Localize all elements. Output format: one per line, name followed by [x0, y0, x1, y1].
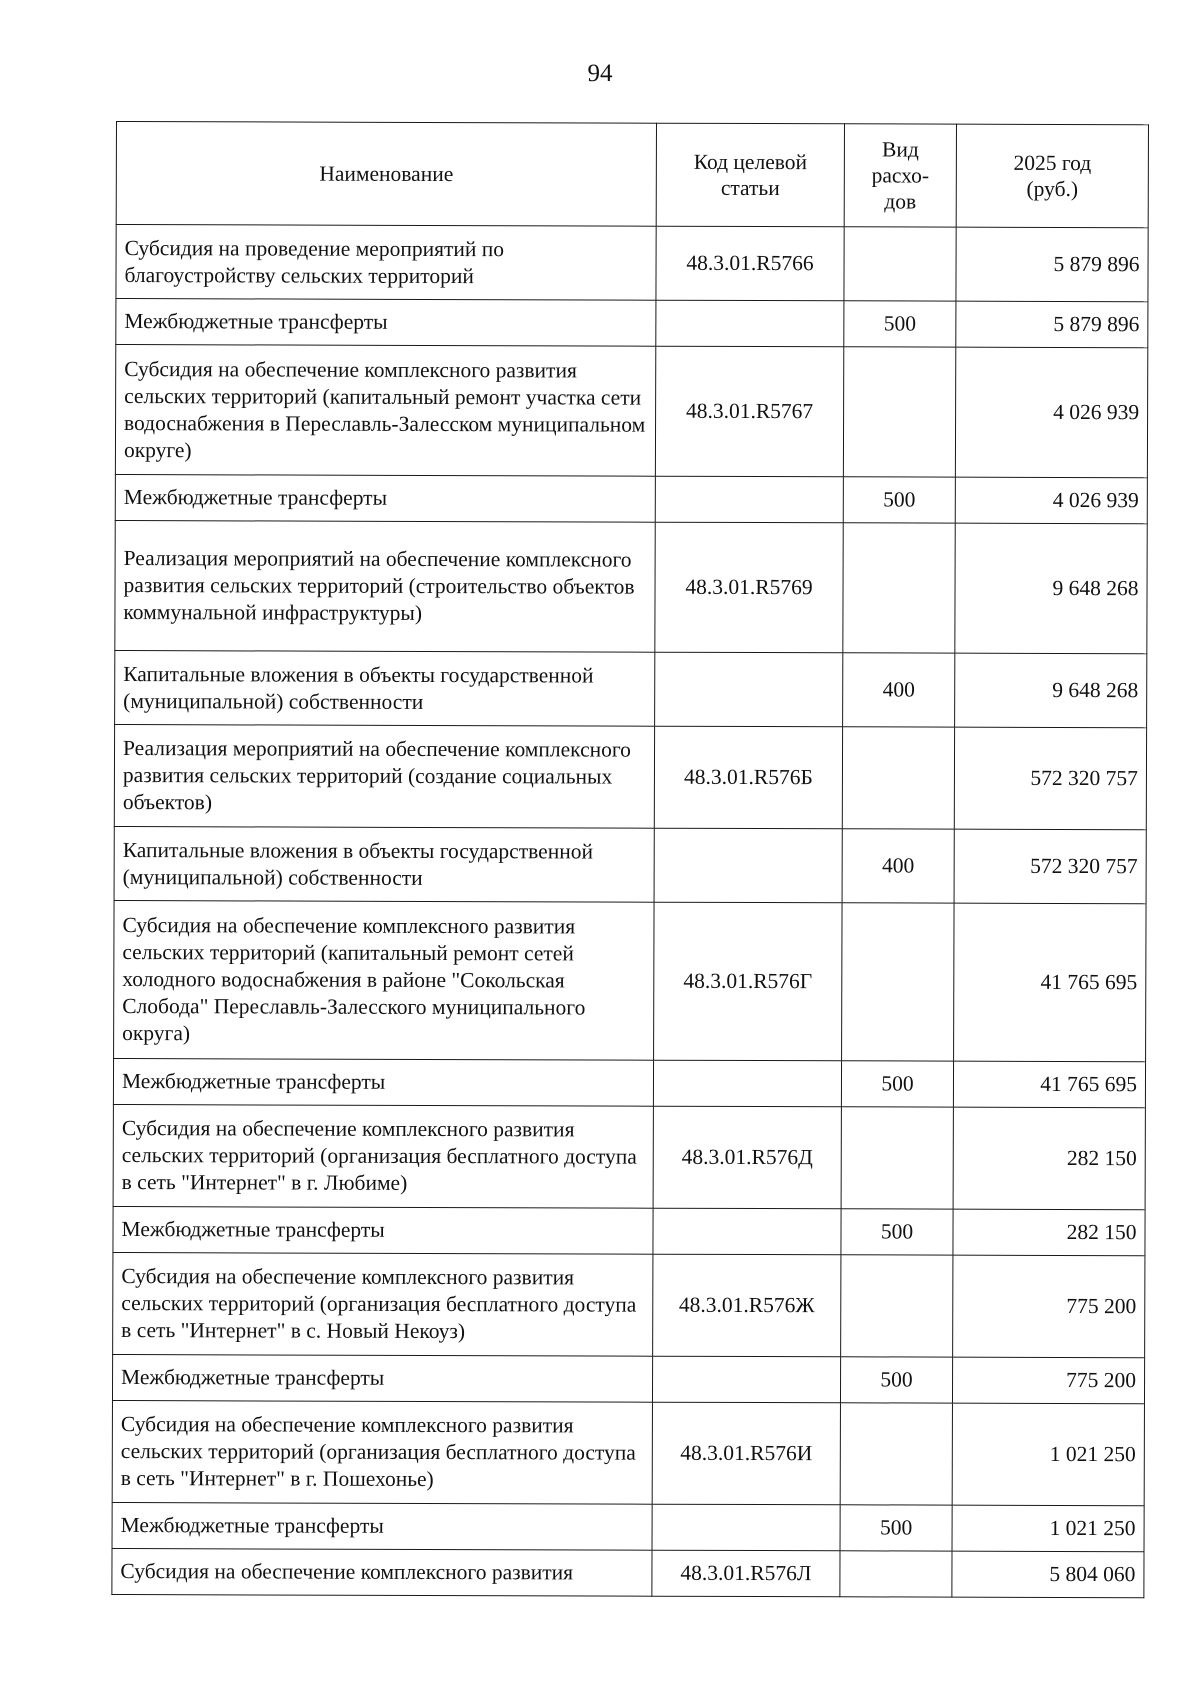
row-sum: 775 200 — [953, 1255, 1145, 1358]
row-kind — [841, 1255, 953, 1357]
row-name: Реализация мероприятий на обеспечение комплексного развития сельских территорий (строительство объектов коммунальной инфраструктуры) — [115, 520, 655, 652]
table-row — [115, 650, 1147, 727]
row-sum: 9 648 268 — [955, 653, 1147, 728]
table-row — [115, 345, 1147, 478]
row-sum: 282 150 — [953, 1209, 1145, 1256]
row-code — [653, 1208, 841, 1255]
header-kind: Вид расхо- дов — [844, 124, 956, 227]
table-header-row — [116, 122, 1148, 228]
row-sum: 4 026 939 — [955, 477, 1147, 524]
row-kind: 400 — [842, 829, 954, 903]
row-kind — [840, 1551, 952, 1597]
row-name: Межбюджетные трансферты — [116, 299, 656, 347]
row-code — [653, 1060, 841, 1107]
row-kind — [843, 347, 955, 477]
table-row — [112, 1400, 1144, 1505]
row-code — [652, 1356, 840, 1403]
table-row — [114, 900, 1146, 1061]
row-kind: 500 — [840, 1357, 952, 1403]
row-code — [654, 828, 842, 903]
row-kind: 500 — [841, 1061, 953, 1107]
row-name: Капитальные вложения в объекты государственной (муниципальной) собственности — [115, 650, 655, 726]
page-number: 94 — [587, 60, 613, 87]
row-kind — [841, 1107, 953, 1209]
row-kind: 500 — [844, 301, 956, 347]
row-code: 48.3.01.R576И — [652, 1402, 840, 1505]
row-name: Субсидия на обеспечение комплексного развития — [112, 1548, 652, 1596]
table-row — [112, 1548, 1144, 1597]
row-sum: 5 804 060 — [952, 1551, 1144, 1598]
table-row — [113, 1252, 1145, 1357]
row-kind: 400 — [843, 653, 955, 727]
header-name: Наименование — [116, 122, 656, 227]
row-name: Капитальные вложения в объекты государственной (муниципальной) собственности — [114, 826, 654, 902]
table-row — [115, 474, 1147, 523]
row-code: 48.3.01.R576Ж — [653, 1254, 841, 1357]
row-sum: 4 026 939 — [955, 347, 1147, 478]
row-name: Межбюджетные трансферты — [113, 1058, 653, 1106]
row-sum: 9 648 268 — [955, 523, 1147, 654]
table-row — [113, 1206, 1145, 1255]
row-kind — [844, 227, 956, 301]
row-sum: 41 765 695 — [953, 1061, 1145, 1108]
row-sum: 1 021 250 — [952, 1403, 1144, 1506]
row-code — [655, 476, 843, 523]
row-name: Реализация мероприятий на обеспечение комплексного развития сельских территорий (создание социальных объектов) — [114, 724, 654, 828]
table-row — [115, 520, 1147, 653]
budget-table — [111, 121, 1149, 1598]
row-code: 48.3.01.R576Д — [653, 1106, 841, 1209]
row-sum: 572 320 757 — [954, 829, 1146, 904]
row-name: Субсидия на обеспечение комплексного развития сельских территорий (организация бесплатного доступа в сеть "Интернет" в г. Любиме) — [113, 1104, 653, 1208]
table-row — [113, 1058, 1145, 1107]
row-code — [656, 300, 844, 347]
row-code — [655, 652, 843, 727]
row-kind — [842, 903, 954, 1061]
table-row — [114, 826, 1146, 903]
row-kind: 500 — [840, 1505, 952, 1551]
row-code — [652, 1504, 840, 1551]
row-sum: 1 021 250 — [952, 1505, 1144, 1552]
row-name: Межбюджетные трансферты — [113, 1206, 653, 1254]
row-name: Субсидия на обеспечение комплексного развития сельских территорий (капитальный ремонт сетей холодного водоснабжения в районе "Сокольская Слобода" Переславль-Залесского муниципального округа) — [114, 900, 654, 1060]
row-kind — [843, 523, 955, 653]
row-name: Субсидия на обеспечение комплексного развития сельских территорий (организация бесплатного доступа в сеть "Интернет" в г. Пошехонье) — [112, 1400, 652, 1504]
row-sum: 5 879 896 — [956, 301, 1148, 348]
row-code: 48.3.01.R576Г — [654, 902, 842, 1061]
row-kind: 500 — [841, 1209, 953, 1255]
row-code: 48.3.01.R576Б — [654, 726, 842, 829]
row-name: Межбюджетные трансферты — [115, 474, 655, 522]
row-code: 48.3.01.R5769 — [655, 522, 843, 653]
row-sum: 572 320 757 — [954, 727, 1146, 830]
row-code: 48.3.01.R5766 — [656, 226, 844, 301]
row-name: Субсидия на обеспечение комплексного развития сельских территорий (капитальный ремонт участка сети водоснабжения в Переславль-Залесском муниципальном округе) — [115, 345, 655, 477]
row-kind — [840, 1403, 952, 1505]
header-sum: 2025 год (руб.) — [956, 124, 1148, 228]
row-name: Субсидия на проведение мероприятий по благоустройству сельских территорий — [116, 225, 656, 301]
header-code: Код целевой статьи — [656, 123, 844, 227]
table-row — [113, 1104, 1145, 1209]
row-sum: 5 879 896 — [956, 227, 1148, 302]
table-row — [116, 225, 1148, 302]
row-name: Межбюджетные трансферты — [112, 1354, 652, 1402]
table-row — [112, 1354, 1144, 1403]
row-sum: 41 765 695 — [954, 903, 1146, 1062]
row-sum: 282 150 — [953, 1107, 1145, 1210]
row-code: 48.3.01.R5767 — [655, 346, 843, 477]
row-code: 48.3.01.R576Л — [652, 1550, 840, 1597]
table-row — [112, 1502, 1144, 1551]
row-name: Межбюджетные трансферты — [112, 1502, 652, 1550]
table-row — [116, 299, 1148, 348]
table-row — [114, 724, 1146, 829]
row-kind: 500 — [843, 477, 955, 523]
row-kind — [842, 727, 954, 829]
row-name: Субсидия на обеспечение комплексного развития сельских территорий (организация бесплатного доступа в сеть "Интернет" в с. Новый Некоуз) — [113, 1252, 653, 1356]
budget-table-container — [111, 121, 1148, 1598]
row-sum: 775 200 — [952, 1357, 1144, 1404]
